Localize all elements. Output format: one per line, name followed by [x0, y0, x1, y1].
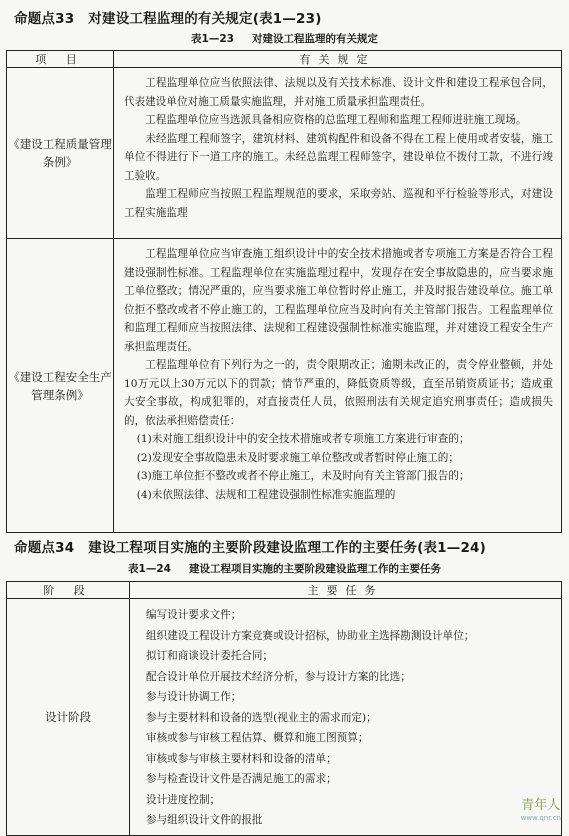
table-24: [6, 581, 562, 836]
section-34-heading: [14, 536, 486, 556]
list-item: (2)发现安全事故隐患未及时要求施工单位整改或者暂时停止施工的；: [136, 451, 459, 464]
table-23-item-quality-regulation: 《建设工程质量管理条例》: [7, 68, 114, 239]
table-24-stage-design: 设计阶段: [7, 599, 130, 836]
list-item: 拟订和商谈设计委托合同；: [146, 650, 274, 662]
table-24-header-stage: 阶 段: [7, 582, 130, 599]
table-23-content-safety-regulation: [114, 239, 562, 533]
table-row: [7, 239, 562, 533]
table-24-header-row: [7, 582, 562, 599]
list-item: 参与组织设计文件的报批: [146, 814, 263, 826]
table-24-header-tasks: 主要任务: [130, 582, 562, 599]
paragraph: 工程监理单位有下列行为之一的，责令限期改正；逾期未改正的，责令停业整顿，并处10万元以上30万元以下的罚款；情节严重的，降低资质等级，直至吊销资质证书；造成重大安全事故，构成犯罪的，对直接责任人员，依照刑法有关规定追究刑事责任；造成损失的，依法承担赔偿责任：: [124, 359, 553, 427]
table-row: [7, 68, 562, 239]
paragraph: 工程监理单位应当依照法律、法规以及有关技术标准、设计文件和建设工程承包合同，代表建设单位对施工质量实施监理，并对施工质量承担监理责任。: [124, 77, 553, 108]
table-23: [6, 50, 562, 533]
list-item: 编写设计要求文件；: [146, 609, 242, 621]
table-24-caption: [0, 561, 569, 576]
table-23-caption-text: 对建设工程监理的有关规定: [251, 33, 378, 45]
list-item: 审核或参与审核工程估算、概算和施工图预算；: [146, 732, 369, 744]
table-23-header-content: 有关规定: [114, 51, 562, 68]
table-23-item-safety-regulation: 《建设工程安全生产管理条例》: [7, 239, 114, 533]
table-24-caption-number: 表1—24: [128, 563, 171, 575]
paragraph: 监理工程师应当按照工程监理规范的要求，采取旁站、巡视和平行检验等形式，对建设工程实施监理: [124, 188, 553, 219]
table-23-header-item: 项 目: [7, 51, 114, 68]
list-item: 配合设计单位开展技术经济分析，参与设计方案的比选；: [146, 670, 411, 683]
watermark-subtext: www.qnr.cn: [520, 814, 561, 822]
list-item: (3)施工单位拒不整改或者不停止施工，未及时向有关主管部门报告的；: [136, 470, 470, 482]
table-row: [7, 599, 562, 836]
list-item: 参与主要材料和设备的选型(视业主的需求而定)；: [146, 711, 377, 724]
table-23-caption-number: 表1—23: [191, 33, 234, 45]
paragraph: 未经监理工程师签字，建筑材料、建筑构配件和设备不得在工程上使用或者安装，施工单位不得进行下一道工序的施工。未经总监理工程师签字，建设单位不拨付工款，不进行竣工验收。: [124, 132, 553, 182]
list-item: 审核或参与审核主要材料和设备的清单；: [146, 752, 337, 765]
paragraph: 工程监理单位应当审查施工组织设计中的安全技术措施或者专项施工方案是否符合工程建设强制性标准。工程监理单位在实施监理过程中，发现存在安全事故隐患的，应当要求施工单位整改；情况严重的，应当要求施工单位暂时停止施工，并及时报告建设单位。施工单位拒不整改或者不停止施工的，工程监理单位应当及时向有关主管部门报告。工程监理单位和监理工程师应当按照法律、法规和工程建设强制性标准实施监理，并对建设工程安全生产承担监理责任。: [124, 248, 553, 353]
table-23-header-row: [7, 51, 562, 68]
section-33-heading: [14, 7, 322, 27]
list-item: 组织建设工程设计方案竞赛或设计招标，协助业主选择勘测设计单位；: [146, 629, 475, 642]
list-item: (4)未依照法律、法规和工程建设强制性标准实施监理的: [136, 488, 396, 501]
table-24-tasks-design: [130, 599, 562, 836]
section-33-title: 对建设工程监理的有关规定(表1—23): [88, 11, 322, 27]
list-item: 设计进度控制；: [146, 793, 221, 806]
section-33-number: 命题点33: [14, 11, 75, 27]
table-24-caption-text: 建设工程项目实施的主要阶段建设监理工作的主要任务: [188, 563, 441, 575]
table-23-content-quality-regulation: [114, 68, 562, 239]
list-item: 参与检查设计文件是否满足施工的需求；: [146, 773, 337, 785]
section-34-number: 命题点34: [14, 540, 75, 556]
section-34-title: 建设工程项目实施的主要阶段建设监理工作的主要任务(表1—24): [88, 540, 487, 556]
watermark-text: 青年人: [521, 798, 561, 813]
table-23-caption: [0, 31, 569, 46]
watermark-logo: [521, 799, 561, 825]
paragraph: 工程监理单位应当选派具备相应资格的总监理工程师和监理工程师进驻施工现场。: [145, 114, 527, 126]
list-item: 参与设计协调工作；: [146, 691, 242, 703]
list-item: (1)未对施工组织设计中的安全技术措施或者专项施工方案进行审查的；: [136, 433, 470, 445]
